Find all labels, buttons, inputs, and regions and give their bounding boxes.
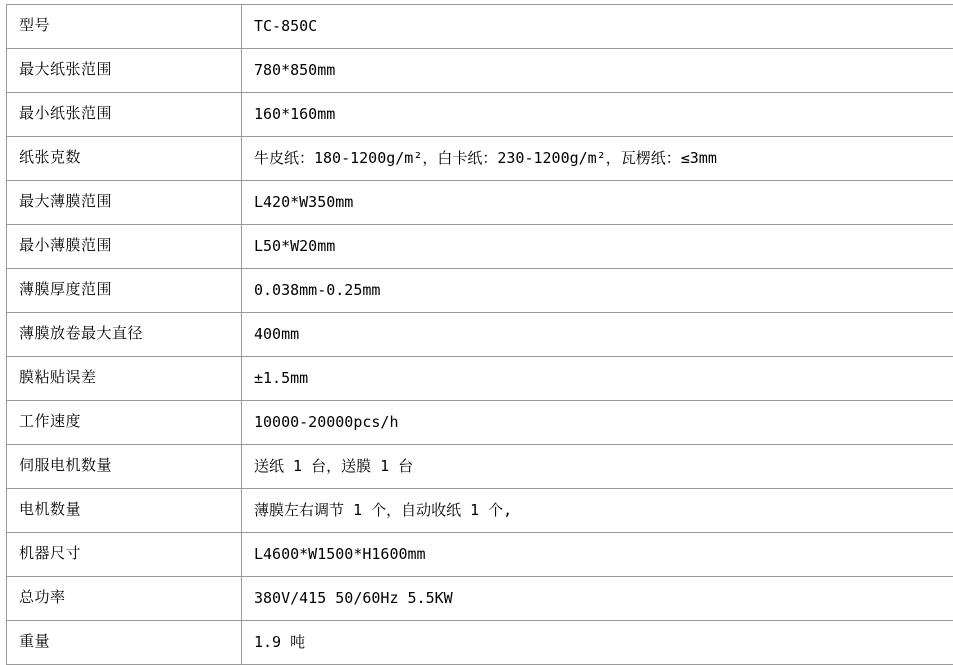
spec-value: 1.9 吨 [242, 621, 953, 665]
table-row [7, 313, 953, 357]
table-row [7, 269, 953, 313]
spec-value: 牛皮纸：180-1200g/m²，白卡纸：230-1200g/m²，瓦楞纸：≤3mm [242, 137, 953, 181]
spec-label: 工作速度 [7, 401, 242, 445]
table-row [7, 49, 953, 93]
spec-value: 0.038mm-0.25mm [242, 269, 953, 313]
spec-label: 薄膜放卷最大直径 [7, 313, 242, 357]
specification-table [6, 4, 953, 665]
table-row [7, 445, 953, 489]
spec-label: 重量 [7, 621, 242, 665]
table-row [7, 357, 953, 401]
spec-label: 机器尺寸 [7, 533, 242, 577]
spec-label: 电机数量 [7, 489, 242, 533]
spec-label: 纸张克数 [7, 137, 242, 181]
spec-label: 最大薄膜范围 [7, 181, 242, 225]
spec-value: 10000-20000pcs/h [242, 401, 953, 445]
table-row [7, 621, 953, 665]
specification-table-body [7, 5, 953, 665]
spec-label: 薄膜厚度范围 [7, 269, 242, 313]
spec-label: 伺服电机数量 [7, 445, 242, 489]
spec-value: 780*850mm [242, 49, 953, 93]
spec-label: 型号 [7, 5, 242, 49]
spec-value: 送纸 1 台，送膜 1 台 [242, 445, 953, 489]
table-row [7, 533, 953, 577]
spec-label: 总功率 [7, 577, 242, 621]
table-row [7, 225, 953, 269]
spec-value: 160*160mm [242, 93, 953, 137]
spec-label: 最小薄膜范围 [7, 225, 242, 269]
spec-label: 最大纸张范围 [7, 49, 242, 93]
table-row [7, 93, 953, 137]
spec-value: TC-850C [242, 5, 953, 49]
table-row [7, 489, 953, 533]
spec-value: L50*W20mm [242, 225, 953, 269]
table-row [7, 137, 953, 181]
spec-value: 薄膜左右调节 1 个，自动收纸 1 个, [242, 489, 953, 533]
table-row [7, 401, 953, 445]
spec-label: 最小纸张范围 [7, 93, 242, 137]
table-row [7, 181, 953, 225]
spec-label: 膜粘贴误差 [7, 357, 242, 401]
spec-value: 400mm [242, 313, 953, 357]
spec-value: 380V/415 50/60Hz 5.5KW [242, 577, 953, 621]
table-row [7, 5, 953, 49]
spec-value: ±1.5mm [242, 357, 953, 401]
table-row [7, 577, 953, 621]
spec-value: L4600*W1500*H1600mm [242, 533, 953, 577]
spec-value: L420*W350mm [242, 181, 953, 225]
